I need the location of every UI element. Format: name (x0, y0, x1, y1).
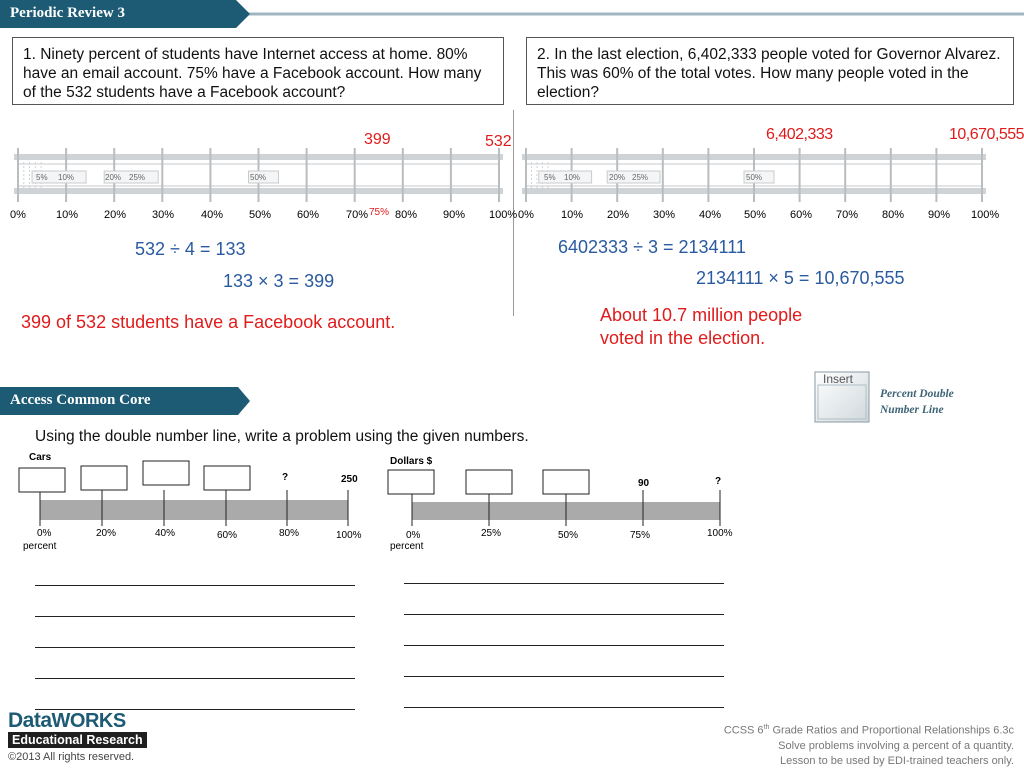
dollars-value-90: 90 (638, 478, 650, 489)
ccss-line-1-sup: th (763, 724, 770, 731)
tick-100: 100% (489, 209, 518, 221)
tick-0: 0% (518, 209, 534, 221)
small-label-25: 25% (632, 173, 649, 182)
tick-60: 60% (790, 209, 813, 221)
question-2-box (526, 37, 1014, 105)
cars-answer-box (81, 466, 127, 490)
dataworks-logo (8, 711, 166, 747)
dollars-answer-box (543, 470, 589, 494)
tick-60: 60% (297, 209, 320, 221)
small-label-50: 50% (250, 173, 267, 182)
write-line-left-3[interactable] (35, 647, 355, 648)
tick-70: 70% (346, 209, 369, 221)
insert-caption-line-2: Number Line (880, 404, 944, 416)
instruction-text: Using the double number line, write a problem using the given numbers. (35, 428, 529, 445)
tick-100: 100% (971, 209, 1000, 221)
q1-equation-2: 133 × 3 = 399 (223, 271, 335, 291)
cars-value-250: 250 (341, 474, 358, 485)
tick-20: 20% (607, 209, 630, 221)
small-label-20: 20% (105, 173, 122, 182)
small-label-25: 25% (129, 173, 146, 182)
section-title: Access Common Core (10, 392, 151, 408)
q2-equation-2: 2134111 × 5 = 10,670,555 (696, 268, 905, 288)
section-banner (0, 387, 260, 415)
tick-20: 20% (104, 209, 127, 221)
cars-pct-20: 20% (96, 528, 117, 539)
dollars-number-line (380, 450, 760, 560)
dollars-answer-box (388, 470, 434, 494)
cars-pct-60: 60% (217, 530, 238, 541)
logo-works: WORKS (51, 710, 126, 732)
write-line-right-3[interactable] (404, 645, 724, 646)
cars-pct-100: 100% (336, 530, 362, 541)
tick-50: 50% (249, 209, 272, 221)
q1-value-532: 532 (485, 133, 512, 150)
tick-90: 90% (443, 209, 466, 221)
q1-value-399: 399 (364, 131, 391, 148)
dollars-label: Dollars $ (390, 456, 433, 467)
tick-10: 10% (561, 209, 584, 221)
write-line-left-4[interactable] (35, 678, 355, 679)
write-line-right-2[interactable] (404, 614, 724, 615)
insert-caption (880, 386, 954, 418)
tick-50: 50% (744, 209, 767, 221)
q2-answer-line-2: voted in the election. (600, 328, 766, 348)
ccss-line-2: Solve problems involving a percent of a quantity. (778, 739, 1014, 752)
cars-label: Cars (29, 452, 52, 463)
copyright: ©2013 All rights reserved. (8, 751, 135, 763)
ccss-line-1-a: CCSS 6 (723, 724, 764, 737)
ccss-line-1-b: Grade Ratios and Proportional Relationships 6.3c (769, 724, 1014, 737)
q1-marker-75: 75% (369, 207, 390, 218)
dollars-answer-box (466, 470, 512, 494)
header-banner (0, 0, 1024, 28)
tick-30: 30% (152, 209, 175, 221)
dollars-pct-100: 100% (707, 528, 733, 539)
cars-answer-box (204, 466, 250, 490)
small-label-5: 5% (36, 173, 48, 182)
small-label-10: 10% (58, 173, 75, 182)
q2-equation-1: 6402333 ÷ 3 = 2134111 (558, 237, 746, 257)
cars-question-mark: ? (282, 472, 289, 483)
q2-answer-line-1: About 10.7 million people (600, 305, 803, 325)
insert-button[interactable] (814, 371, 870, 423)
write-line-left-1[interactable] (35, 585, 355, 586)
tick-40: 40% (699, 209, 722, 221)
cars-number-line (0, 450, 380, 560)
logo-top (8, 711, 166, 731)
q2-value-votes: 6,402,333 (766, 126, 833, 143)
tick-80: 80% (395, 209, 418, 221)
question-1-box (12, 37, 504, 105)
tick-10: 10% (56, 209, 79, 221)
cars-pct-0: 0% (37, 528, 52, 539)
small-label-50: 50% (746, 173, 763, 182)
insert-tab-label: Insert (823, 372, 854, 386)
cars-answer-box (143, 461, 189, 485)
tick-70: 70% (836, 209, 859, 221)
write-line-right-1[interactable] (404, 583, 724, 584)
page-title: Periodic Review 3 (10, 5, 125, 21)
q1-answer: 399 of 532 students have a Facebook account. (21, 312, 396, 332)
dollars-question-mark: ? (715, 476, 722, 487)
write-line-left-2[interactable] (35, 616, 355, 617)
dollars-pct-75: 75% (630, 530, 651, 541)
tick-80: 80% (882, 209, 905, 221)
dollars-pct-50: 50% (558, 530, 579, 541)
write-line-right-4[interactable] (404, 676, 724, 677)
number-line-2 (518, 140, 998, 225)
tick-30: 30% (653, 209, 676, 221)
small-label-5: 5% (544, 173, 556, 182)
cars-answer-box (19, 468, 65, 492)
small-label-20: 20% (609, 173, 626, 182)
question-2-text: 2. In the last election, 6,402,333 people voted for Governor Alvarez. This was 60% of the total votes. How many people voted in the election? (537, 46, 1001, 101)
logo-data: Data (8, 709, 52, 732)
tick-0: 0% (10, 209, 26, 221)
cars-pct-80: 80% (279, 528, 300, 539)
ccss-note (724, 720, 1014, 769)
question-1-text: 1. Ninety percent of students have Internet access at home. 80% have an email account. 75% have a Facebook account. How many of the 532 students have a Facebook account? (23, 46, 482, 101)
tick-40: 40% (201, 209, 224, 221)
number-line-1 (10, 140, 518, 225)
logo-bottom: Educational Research (8, 732, 147, 748)
small-label-10: 10% (564, 173, 581, 182)
ccss-line-1 (724, 720, 1014, 739)
cars-percent-word: percent (23, 541, 57, 552)
cars-bar (40, 500, 348, 520)
cars-pct-40: 40% (155, 528, 176, 539)
dollars-percent-word: percent (390, 541, 424, 552)
q2-value-total: 10,670,555 (949, 126, 1024, 143)
insert-caption-line-1: Percent Double (880, 388, 954, 400)
write-line-right-5[interactable] (404, 707, 724, 708)
ccss-line-3: Lesson to be used by EDI-trained teachers only. (780, 754, 1014, 767)
q2-answer (600, 304, 802, 350)
dollars-pct-25: 25% (481, 528, 502, 539)
q1-equation-1: 532 ÷ 4 = 133 (135, 239, 246, 259)
dollars-pct-0: 0% (406, 530, 421, 541)
tick-90: 90% (928, 209, 951, 221)
